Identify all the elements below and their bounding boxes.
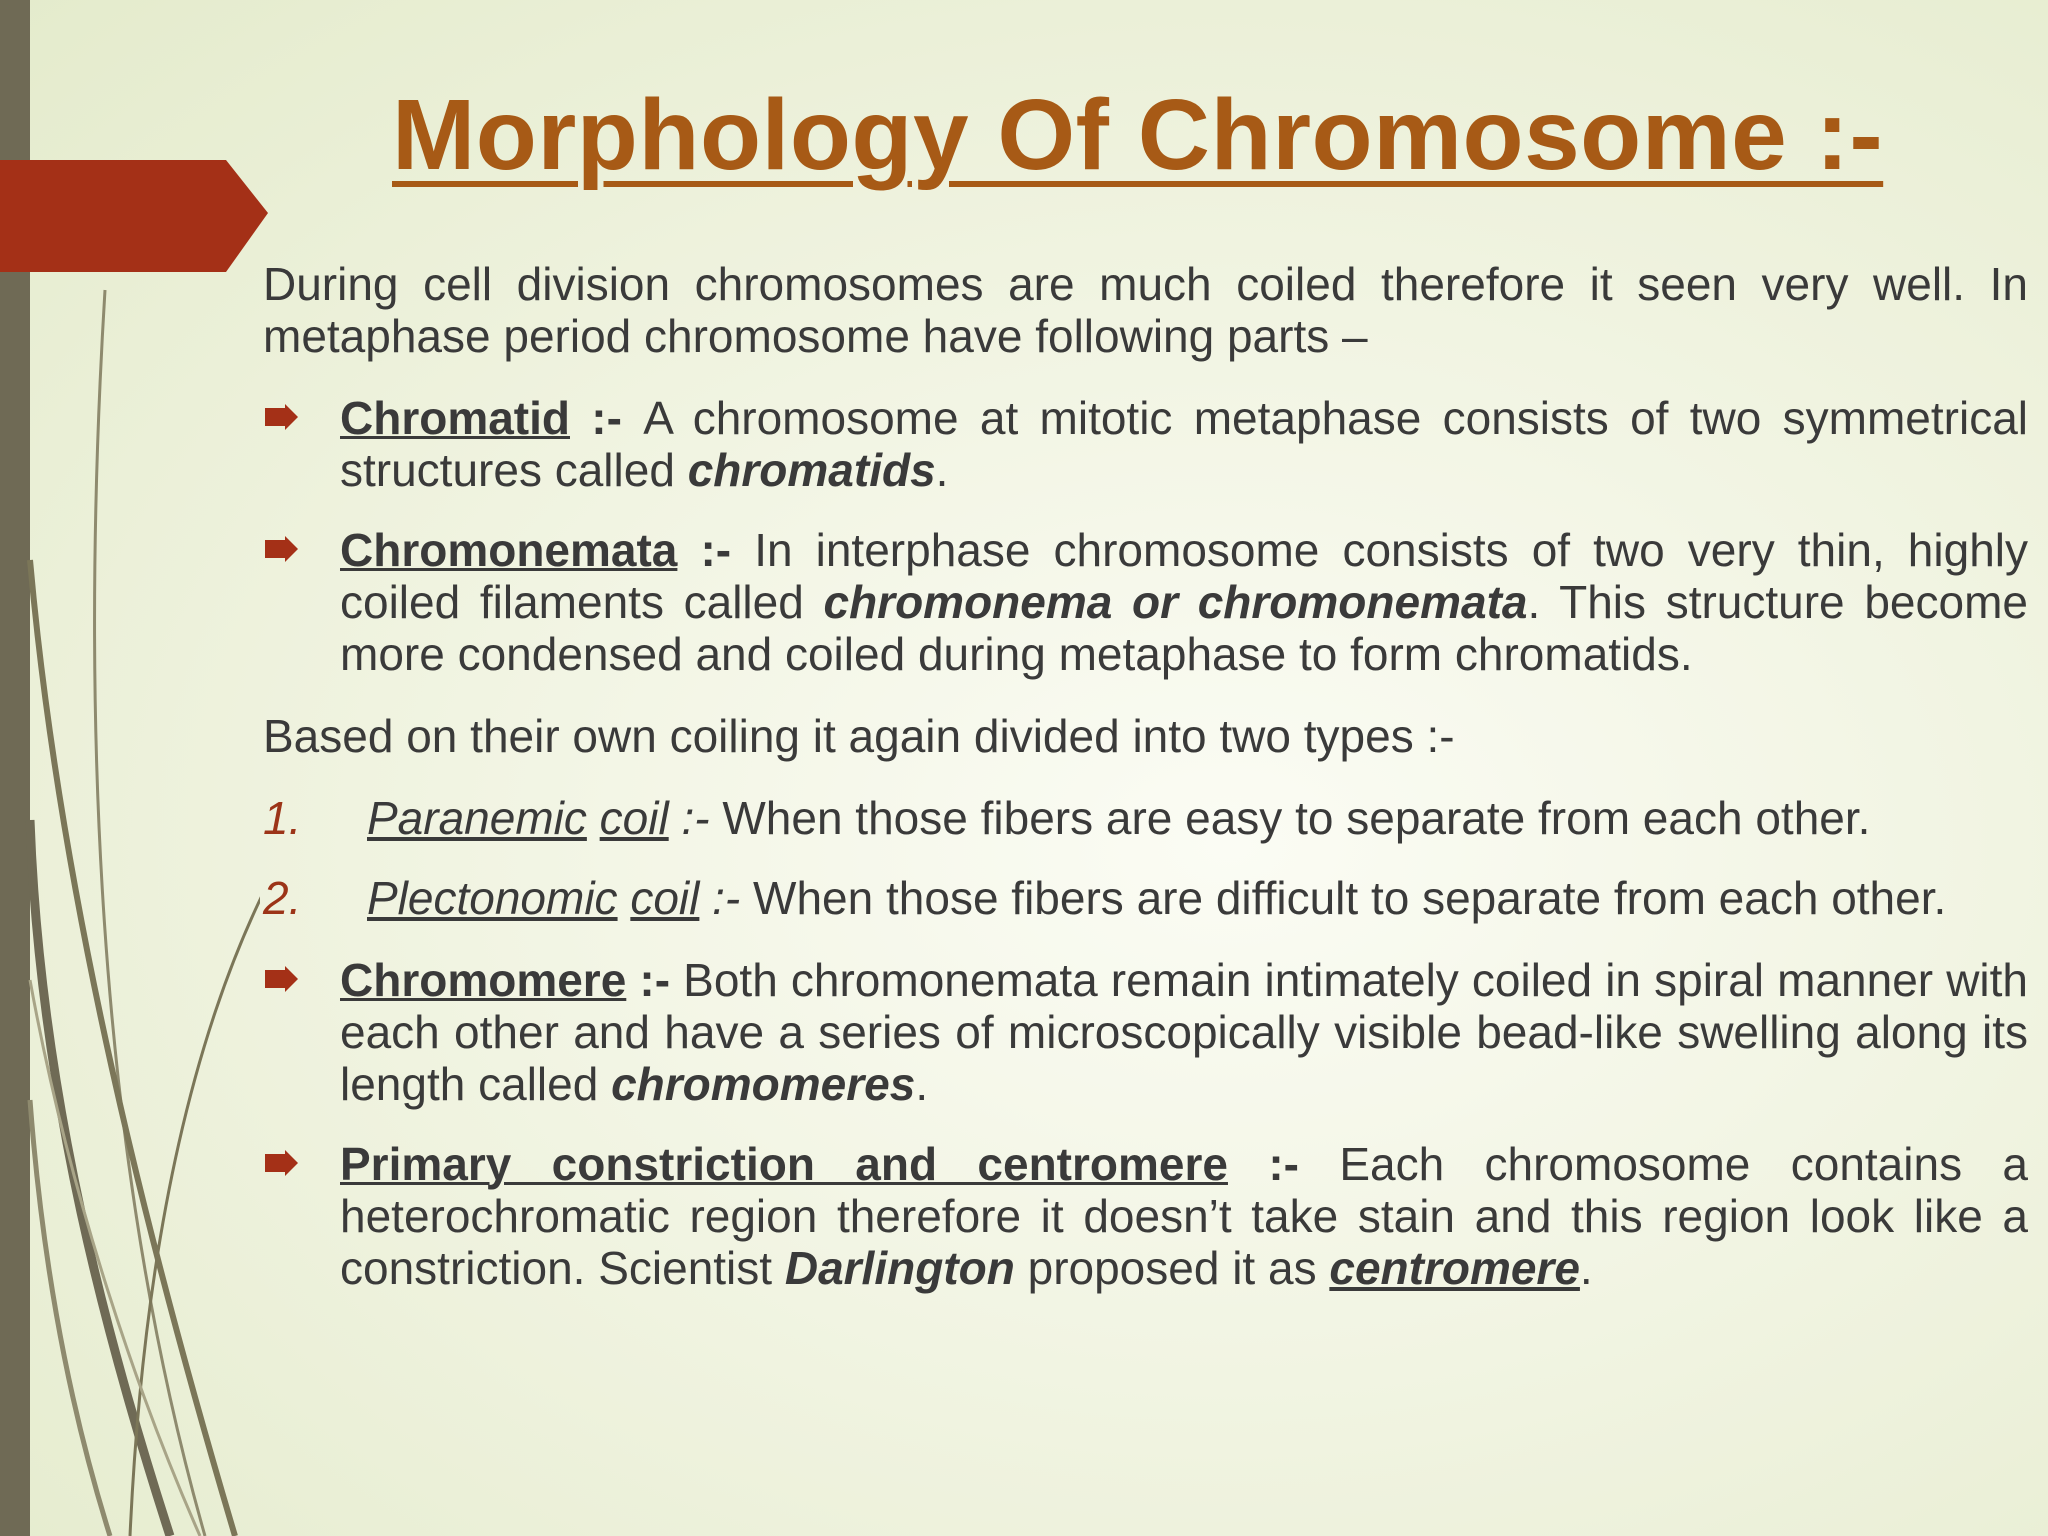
term-chromatid: Chromatid <box>340 392 570 444</box>
slide-body <box>263 258 2028 1294</box>
arrow-bullet-icon <box>265 536 299 562</box>
arrow-bullet-icon <box>265 966 299 992</box>
types-intro: Based on their own coiling it again divided into two types :- <box>263 710 1455 762</box>
emph-chromatids: chromatids <box>687 444 936 496</box>
emph-centromere: centromere <box>1329 1242 1580 1294</box>
bullet-chromatid: Chromatid :- A chromosome at mitotic metaphase consists of two symmetrical structures called chromatids. <box>263 392 2028 496</box>
term-primary-constriction: Primary constriction and centromere <box>340 1138 1228 1190</box>
type-item-2: 2. Plectonomic coil :- When those fibers are difficult to separate from each other. <box>263 872 1947 924</box>
arrow-bullet-icon <box>265 1150 299 1176</box>
red-arrow-tag <box>0 160 270 275</box>
bullet-chromomere: Chromomere :- Both chromonemata remain intimately coiled in spiral manner with each other and have a series of microscopically visible bead-like swelling along its length called chromomeres. <box>263 954 2028 1110</box>
term-chromonemata: Chromonemata <box>340 524 678 576</box>
emph-chromonema: chromonema or chromonemata <box>823 576 1528 628</box>
type-item-1: 1. Paranemic coil :- When those fibers are easy to separate from each other. <box>263 792 1871 844</box>
arrow-bullet-icon <box>265 404 299 430</box>
slide-title: Morphology Of Chromosome :- <box>392 79 1884 191</box>
bullet-primary-constriction: Primary constriction and centromere :- Each chromosome contains a heterochromatic region therefore it doesn’t take stain and this region look like a constriction. Scientist Darlington proposed it as centromere. <box>263 1138 2028 1294</box>
term-chromomere: Chromomere <box>340 954 627 1006</box>
intro-paragraph: During cell division chromosomes are much coiled therefore it seen very well. In metaphase period chromosome have following parts – <box>263 258 2028 362</box>
emph-darlington: Darlington <box>784 1242 1015 1294</box>
emph-chromomeres: chromomeres <box>611 1058 916 1110</box>
bullet-chromonemata: Chromonemata :- In interphase chromosome consists of two very thin, highly coiled filaments called chromonema or chromonemata. This structure become more condensed and coiled during metaphase to form chromatids. <box>263 524 2028 680</box>
